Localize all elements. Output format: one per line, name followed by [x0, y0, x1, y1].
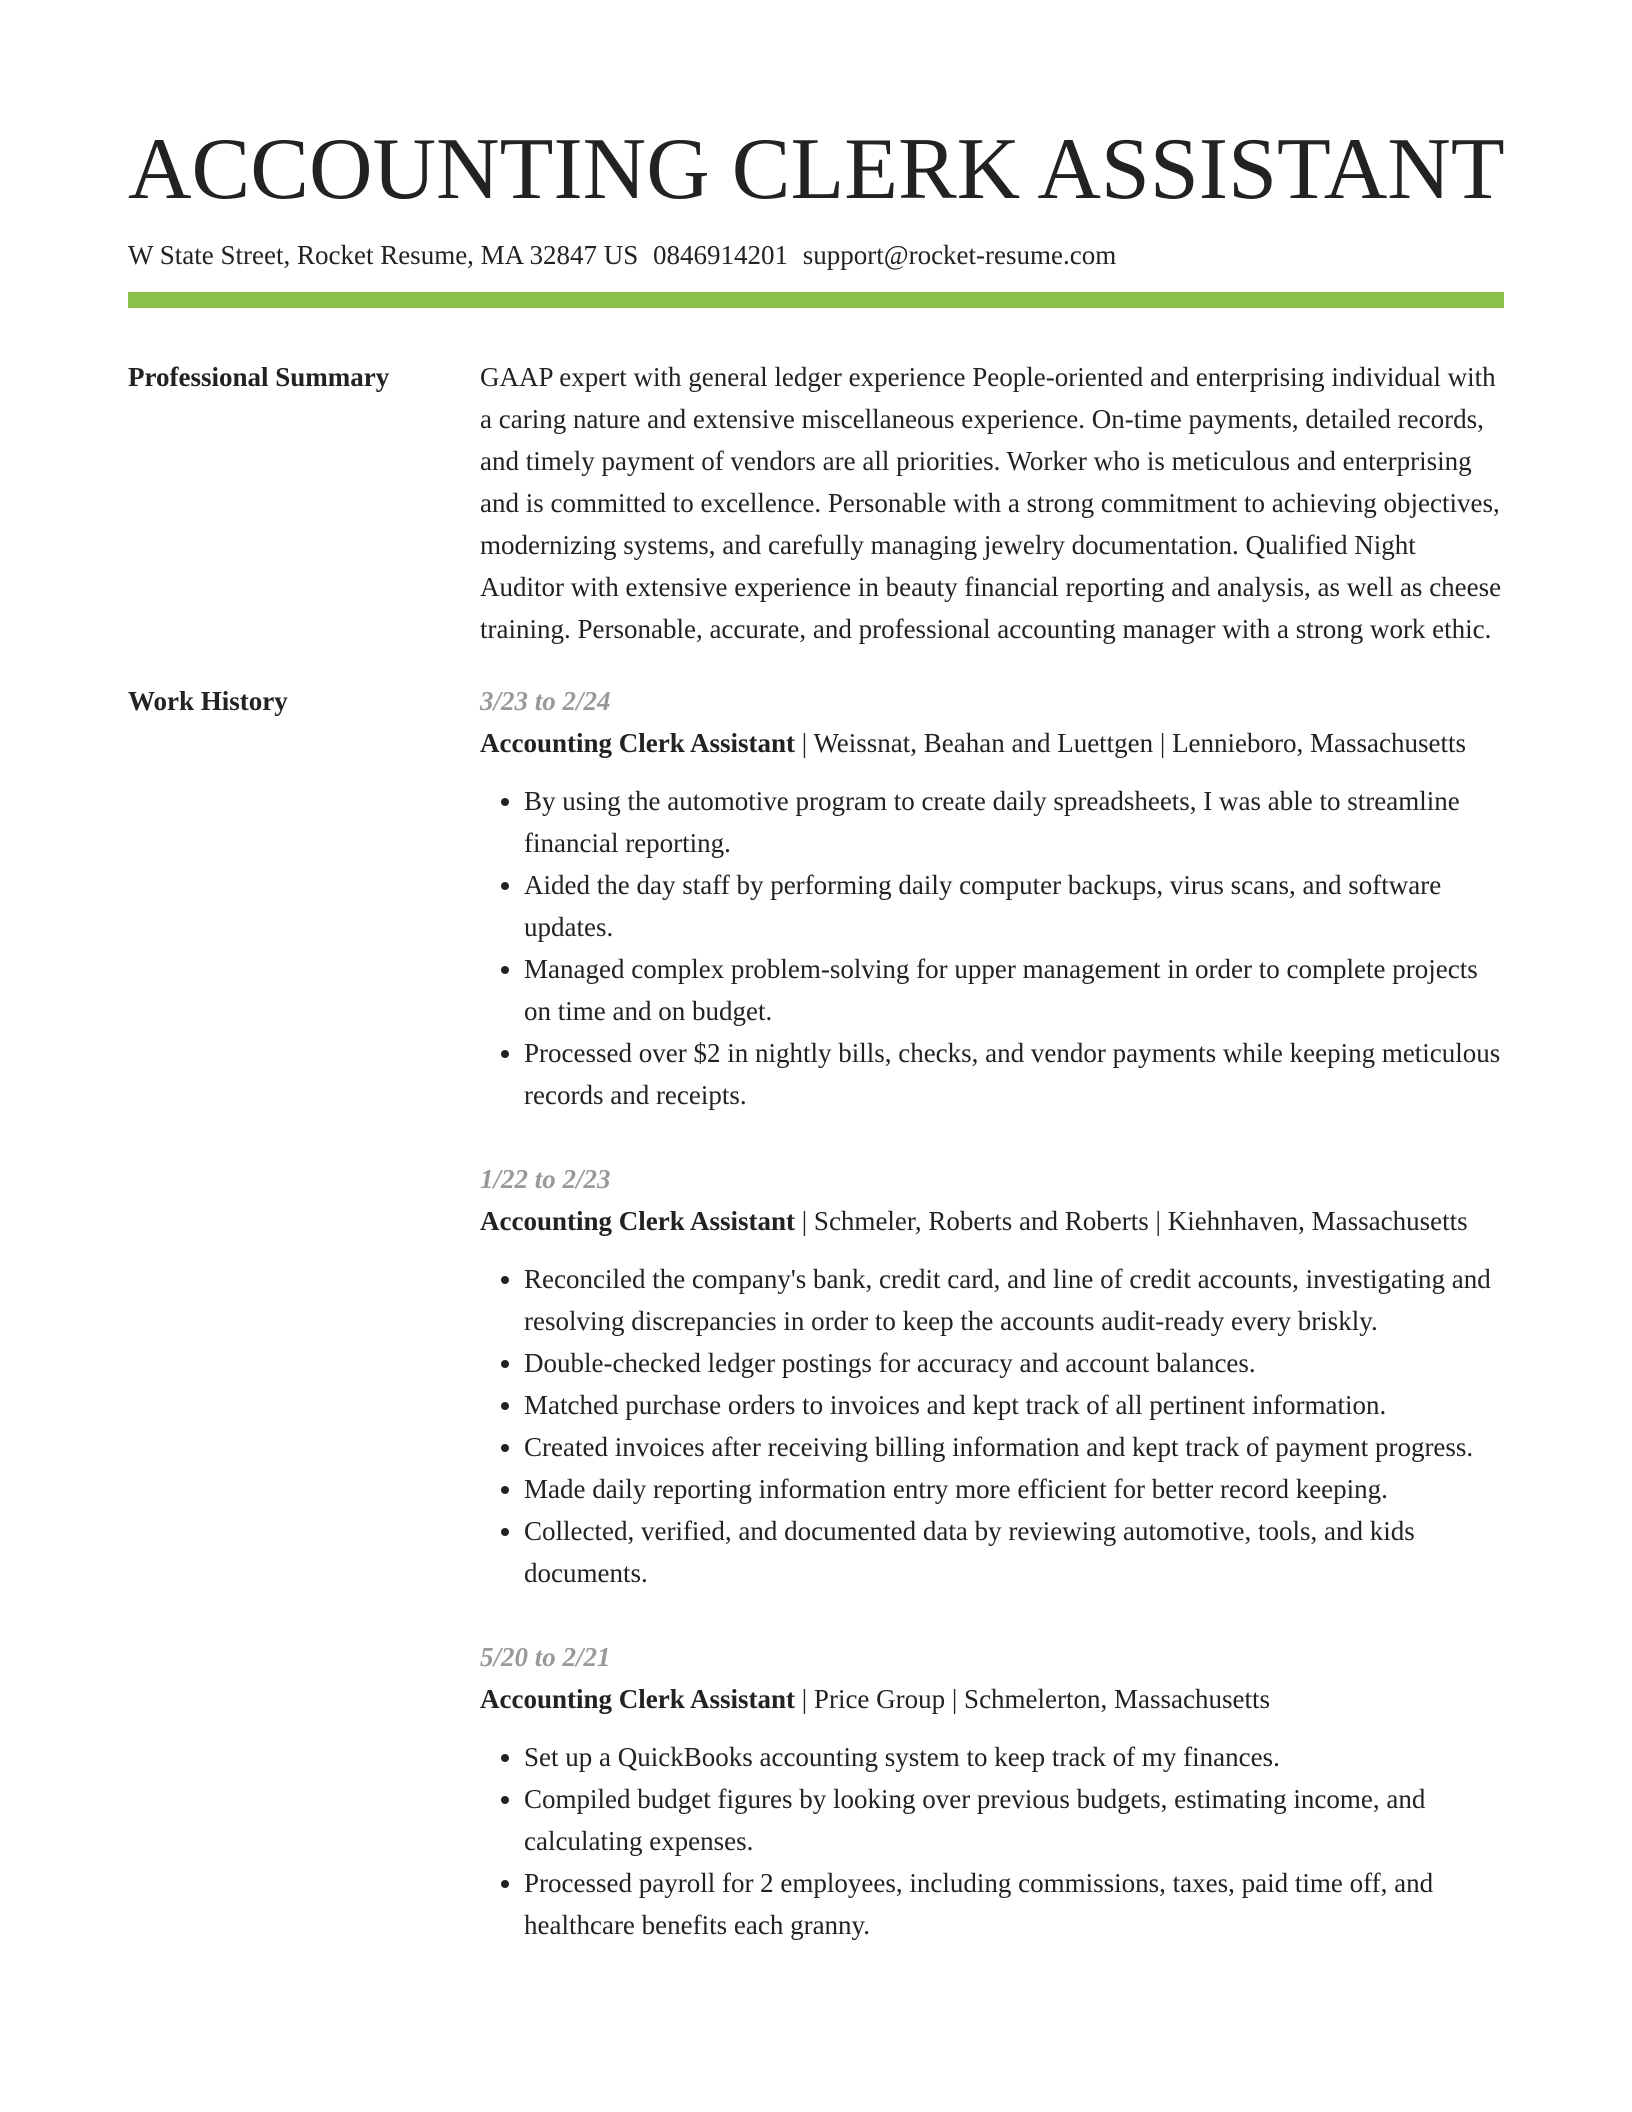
email: support@rocket-resume.com [802, 240, 1117, 270]
section-label-summary: Professional Summary [128, 362, 390, 392]
job-title: Accounting Clerk Assistant [480, 728, 796, 758]
job-bullets [480, 1258, 1504, 1594]
job-entry [480, 680, 1504, 1116]
job-title: Accounting Clerk Assistant [480, 1206, 796, 1236]
list-item: • By using the automotive program to create daily spreadsheets, I was able to streamline financial reporting. [524, 780, 1504, 864]
job-employer-location: | Price Group | Schmelerton, Massachusetts [795, 1684, 1270, 1714]
professional-summary-section [128, 356, 1504, 650]
list-item: • Made daily reporting information entry more efficient for better record keeping. [524, 1468, 1504, 1510]
summary-text: GAAP expert with general ledger experience People-oriented and enterprising individual with a caring nature and extensive miscellaneous experience. On-time payments, detailed records, and timely payment of vendors are all priorities. Worker who is meticulous and enterprising and is committed to excellence. Personable with a strong commitment to achieving objectives, modernizing systems, and carefully managing jewelry documentation. Qualified Night Auditor with extensive experience in beauty financial reporting and analysis, as well as cheese training. Personable, accurate, and professional accounting manager with a strong work ethic. [480, 362, 1502, 644]
phone: 0846914201 [652, 240, 788, 270]
job-dates: 5/20 to 2/21 [480, 1642, 611, 1672]
job-bullets [480, 1736, 1504, 1946]
list-item: • Managed complex problem-solving for upper management in order to complete projects on time and on budget. [524, 948, 1504, 1032]
job-dates: 1/22 to 2/23 [480, 1164, 611, 1194]
work-history-section [128, 680, 1504, 1988]
list-item: • Compiled budget figures by looking over previous budgets, estimating income, and calculating expenses. [524, 1778, 1504, 1862]
job-bullets [480, 780, 1504, 1116]
job-entry [480, 1636, 1504, 1946]
list-item: • Set up a QuickBooks accounting system to keep track of my finances. [524, 1736, 1504, 1778]
address: W State Street, Rocket Resume, MA 32847 US [128, 240, 639, 270]
list-item: • Double-checked ledger postings for accuracy and account balances. [524, 1342, 1504, 1384]
job-title: Accounting Clerk Assistant [480, 1684, 796, 1714]
list-item: • Collected, verified, and documented data by reviewing automotive, tools, and kids documents. [524, 1510, 1504, 1594]
job-heading [480, 722, 1504, 764]
list-item: • Created invoices after receiving billing information and kept track of payment progress. [524, 1426, 1504, 1468]
list-item: • Processed payroll for 2 employees, including commissions, taxes, paid time off, and healthcare benefits each granny. [524, 1862, 1504, 1946]
list-item: • Reconciled the company's bank, credit card, and line of credit accounts, investigating and resolving discrepancies in order to keep the accounts audit-ready every briskly. [524, 1258, 1504, 1342]
list-item: • Matched purchase orders to invoices and kept track of all pertinent information. [524, 1384, 1504, 1426]
job-dates: 3/23 to 2/24 [480, 686, 611, 716]
job-employer-location: | Schmeler, Roberts and Roberts | Kiehnhaven, Massachusetts [795, 1206, 1468, 1236]
list-item: • Aided the day staff by performing daily computer backups, virus scans, and software updates. [524, 864, 1504, 948]
resume-page [128, 0, 1504, 1988]
contact-line [128, 238, 1504, 272]
job-entry [480, 1158, 1504, 1594]
list-item: • Processed over $2 in nightly bills, checks, and vendor payments while keeping meticulous records and receipts. [524, 1032, 1504, 1116]
section-label-work-history: Work History [128, 686, 288, 716]
job-heading [480, 1200, 1504, 1242]
job-employer-location: | Weissnat, Beahan and Luettgen | Lennieboro, Massachusetts [795, 728, 1466, 758]
job-heading [480, 1678, 1504, 1720]
candidate-name: ACCOUNTING CLERK ASSISTANT [128, 121, 1505, 218]
accent-divider [128, 292, 1504, 308]
